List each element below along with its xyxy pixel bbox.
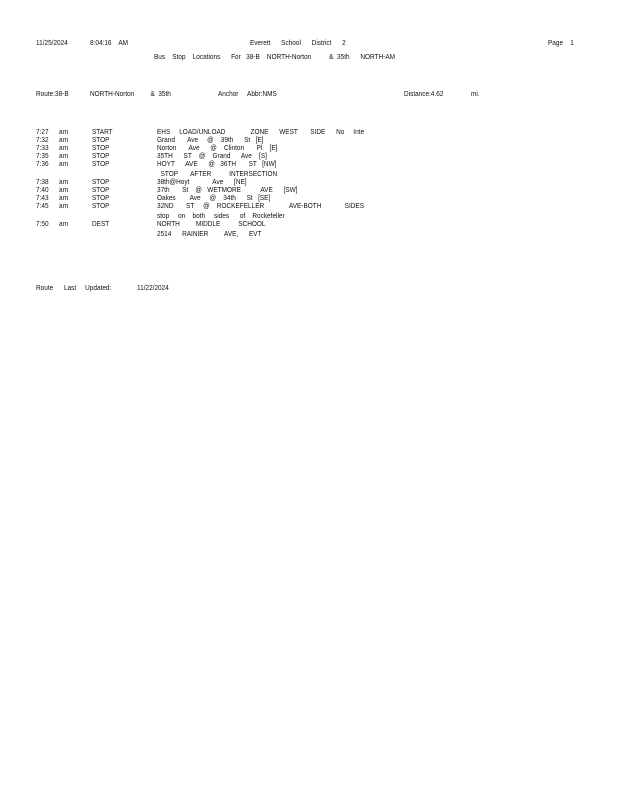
report-title: Everett School District 2: [250, 38, 346, 47]
stop-location: Oakes Ave @ 34th St [SE]: [157, 193, 271, 202]
stop-ampm: am: [59, 143, 68, 152]
stop-note: 2514 RAINIER AVE, EVT: [157, 229, 262, 238]
stop-location: 32ND ST @ ROCKEFELLER AVE-BOTH SIDES: [157, 201, 365, 210]
stop-location: Norton Ave @ Clinton Pl [E]: [157, 143, 278, 152]
stop-ampm: am: [59, 185, 68, 194]
stop-location: 38th@Hoyt Ave [NE]: [157, 177, 247, 186]
route-distance: Distance:4.62: [404, 89, 444, 98]
stop-ampm: am: [59, 201, 68, 210]
route-id: Route:38-B: [36, 89, 69, 98]
stop-note: STOP AFTER INTERSECTION: [157, 169, 278, 178]
stop-ampm: am: [59, 177, 68, 186]
stop-ampm: am: [59, 151, 68, 160]
stop-type: STOP: [92, 201, 110, 210]
stop-type: STOP: [92, 193, 110, 202]
stop-ampm: am: [59, 159, 68, 168]
stop-note: stop on both sides of Rockefeller: [157, 211, 285, 220]
stop-ampm: am: [59, 219, 68, 228]
stop-location: NORTH MIDDLE SCHOOL: [157, 219, 266, 228]
stop-type: STOP: [92, 151, 110, 160]
stop-time: 7:43: [36, 193, 49, 202]
stop-type: STOP: [92, 185, 110, 194]
page-number: Page 1: [548, 38, 574, 47]
route-name: NORTH-Norton & 35th: [90, 89, 171, 98]
stop-time: 7:40: [36, 185, 49, 194]
stop-type: START: [92, 127, 113, 136]
stop-location: Grand Ave @ 39th St [E]: [157, 135, 264, 144]
stop-time: 7:50: [36, 219, 49, 228]
stop-type: STOP: [92, 159, 110, 168]
stop-location: 37th St @ WETMORE AVE [SW]: [157, 185, 298, 194]
stop-location: EHS LOAD/UNLOAD ZONE WEST SIDE No Inte: [157, 127, 365, 136]
stop-type: DEST: [92, 219, 110, 228]
report-subtitle: Bus Stop Locations For 38-B NORTH-Norton & 35th NORTH-AM: [154, 52, 396, 61]
route-anchor: Anchor Abbr:NMS: [218, 89, 277, 98]
stop-time: 7:33: [36, 143, 49, 152]
distance-unit: mi.: [471, 89, 480, 98]
stop-type: STOP: [92, 135, 110, 144]
report-time: 8:04:16 AM: [90, 38, 129, 47]
stop-location: 35TH ST @ Grand Ave [S]: [157, 151, 267, 160]
stop-type: STOP: [92, 177, 110, 186]
last-updated-date: 11/22/2024: [137, 283, 169, 292]
last-updated-label: Route Last Updated:: [36, 283, 112, 292]
stop-time: 7:45: [36, 201, 49, 210]
report-date: 11/25/2024: [36, 38, 68, 47]
stop-time: 7:35: [36, 151, 49, 160]
stop-time: 7:36: [36, 159, 49, 168]
stop-location: HOYT AVE @ 36TH ST [NW]: [157, 159, 277, 168]
stop-type: STOP: [92, 143, 110, 152]
stop-time: 7:32: [36, 135, 49, 144]
stop-ampm: am: [59, 193, 68, 202]
stop-ampm: am: [59, 135, 68, 144]
stop-time: 7:38: [36, 177, 49, 186]
stop-time: 7:27: [36, 127, 49, 136]
stop-ampm: am: [59, 127, 68, 136]
